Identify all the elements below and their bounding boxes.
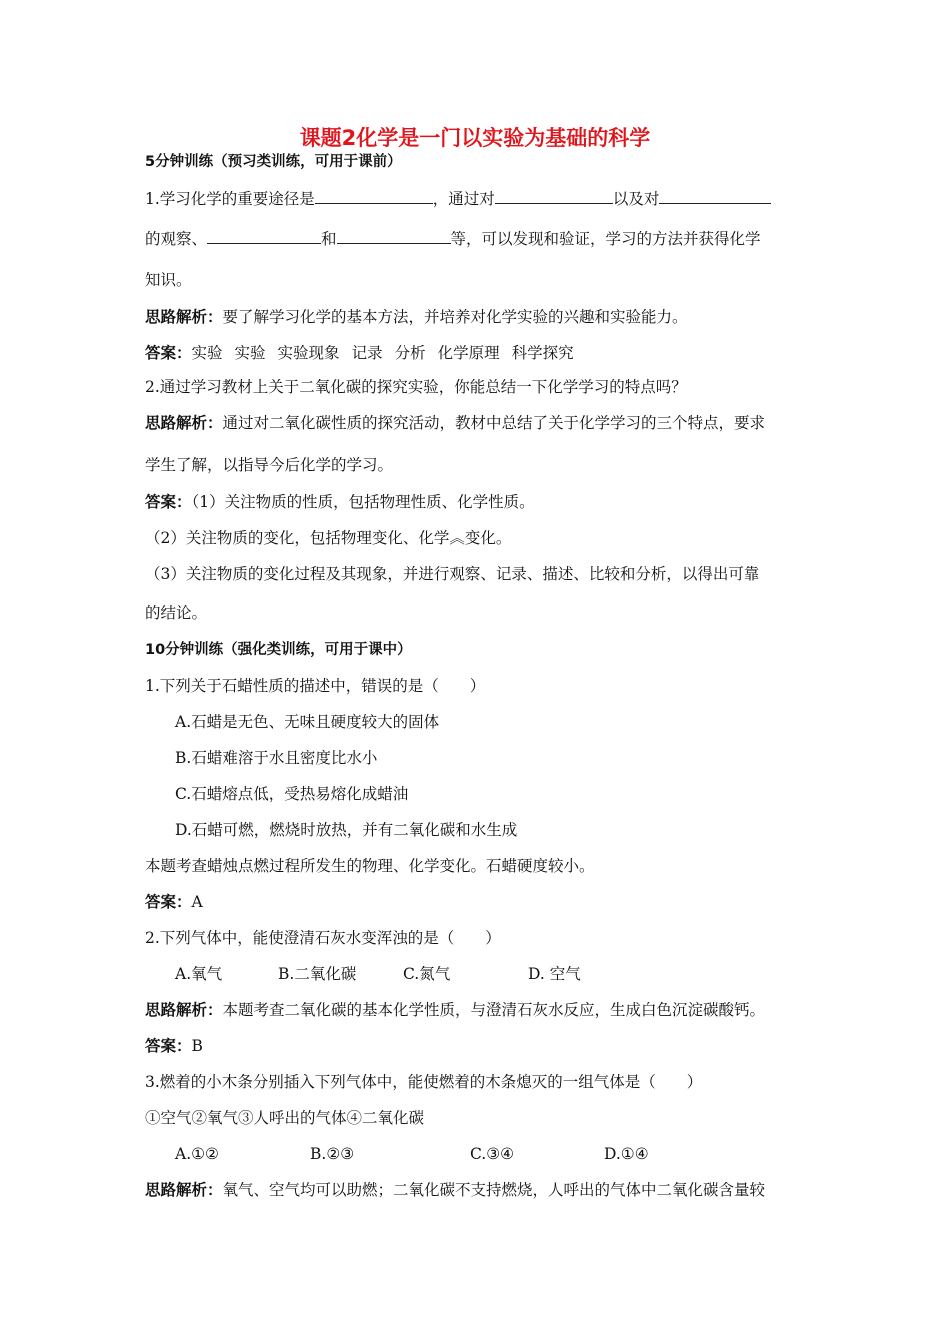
answer-label: 答案：	[145, 1037, 192, 1055]
answer-item: 化学原理	[437, 344, 500, 362]
p2-answer	[145, 1036, 815, 1056]
analysis-label: 思路解析：	[145, 1181, 223, 1199]
p1-note: 本题考查蜡烛点燃过程所发生的物理、化学变化。石蜡硬度较小。	[145, 857, 595, 875]
analysis-label: 思路解析：	[145, 1001, 223, 1019]
analysis-text: 本题考查二氧化碳的基本化学性质，与澄清石灰水反应，生成白色沉淀碳酸钙。	[222, 1001, 766, 1019]
option-d: D. 空气	[528, 965, 581, 983]
q2-answer-line-1	[145, 492, 815, 512]
question-1-line-3: 知识。	[145, 271, 192, 289]
q2-analysis-line-2: 学生了解，以指导今后化学的学习。	[145, 456, 394, 474]
answer-item: 分析	[394, 344, 426, 362]
option-c: C.③④	[470, 1145, 515, 1163]
answer-item: 实验	[191, 344, 223, 362]
answer-label: 答案：	[145, 493, 192, 511]
q2-analysis-line-1	[145, 413, 815, 433]
answer-item: 科学探究	[511, 344, 574, 362]
answer-item: 实验	[234, 344, 266, 362]
analysis-text: 通过对二氧化碳性质的探究活动，教材中总结了关于化学学习的三个特点，要求	[222, 414, 766, 432]
q1-text-f: 等，可以发现和验证，学习的方法并获得化学	[450, 230, 761, 248]
answer-text: （1）关注物质的性质，包括物理性质、化学性质。	[191, 493, 535, 511]
option-b: B.石蜡难溶于水且密度比水小	[175, 749, 378, 767]
problem-3: 3.燃着的小木条分别插入下列气体中，能使燃着的木条熄灭的一组气体是（ ）	[145, 1073, 703, 1091]
answer-label: 答案：	[145, 893, 192, 911]
q2-answer-line-4: 的结论。	[145, 604, 208, 622]
q1-text-a: 1.学习化学的重要途径是	[145, 190, 315, 208]
p2-analysis	[145, 1000, 815, 1020]
section-heading-10min: 10分钟训练（强化类训练，可用于课中）	[145, 642, 412, 658]
analysis-text: 氧气、空气均可以助燃；二氧化碳不支持燃烧，人呼出的气体中二氧化碳含量较	[222, 1181, 766, 1199]
q1-answer	[145, 343, 815, 363]
section-heading-5min: 5分钟训练（预习类训练，可用于课前）	[145, 154, 402, 170]
problem-1: 1.下列关于石蜡性质的描述中，错误的是（ ）	[145, 677, 486, 695]
answer-blank	[207, 229, 321, 244]
option-a: A.氧气	[175, 965, 223, 983]
option-d: D.石蜡可燃，燃烧时放热，并有二氧化碳和水生成	[175, 821, 518, 839]
q1-text-d: 的观察、	[145, 230, 208, 248]
answer-label: 答案：	[145, 344, 192, 362]
p3-analysis	[145, 1180, 815, 1200]
q1-analysis	[145, 307, 815, 327]
answer-text: A	[191, 893, 203, 911]
answer-text: B	[191, 1037, 203, 1055]
option-b: B.二氧化碳	[278, 965, 357, 983]
problem-2: 2.下列气体中，能使澄清石灰水变浑浊的是（ ）	[145, 929, 501, 947]
p1-answer	[145, 892, 815, 912]
analysis-text: 要了解学习化学的基本方法，并培养对化学实验的兴趣和实验能力。	[222, 308, 688, 326]
option-a: A.石蜡是无色、无味且硬度较大的固体	[175, 713, 440, 731]
answer-item: 记录	[351, 344, 383, 362]
option-c: C.石蜡熔点低，受热易熔化成蜡油	[175, 785, 409, 803]
question-2: 2.通过学习教材上关于二氧化碳的探究实验，你能总结一下化学学习的特点吗？	[145, 378, 687, 396]
q1-text-c: 以及对	[612, 190, 660, 208]
q1-text-b: ，通过对	[432, 190, 495, 208]
p3-items: ①空气②氧气③人呼出的气体④二氧化碳	[145, 1109, 425, 1127]
analysis-label: 思路解析：	[145, 414, 223, 432]
answer-blank	[337, 229, 451, 244]
option-d: D.①④	[604, 1145, 649, 1163]
question-1-line-2	[145, 229, 815, 249]
document-title: 课题2化学是一门以实验为基础的科学	[299, 126, 651, 150]
answer-blank	[495, 189, 613, 204]
option-c: C.氮气	[403, 965, 451, 983]
answer-blank	[315, 189, 433, 204]
option-a: A.①②	[175, 1145, 219, 1163]
answer-item: 实验现象	[277, 344, 340, 362]
option-b: B.②③	[310, 1145, 355, 1163]
analysis-label: 思路解析：	[145, 308, 223, 326]
question-1-line-1	[145, 189, 815, 209]
answer-blank	[659, 189, 771, 204]
q1-text-e: 和	[321, 230, 337, 248]
q2-answer-line-2: （2）关注物质的变化，包括物理变化、化学︽变化。	[145, 529, 512, 547]
q2-answer-line-3: （3）关注物质的变化过程及其现象，并进行观察、记录、描述、比较和分析，以得出可靠	[145, 565, 760, 583]
